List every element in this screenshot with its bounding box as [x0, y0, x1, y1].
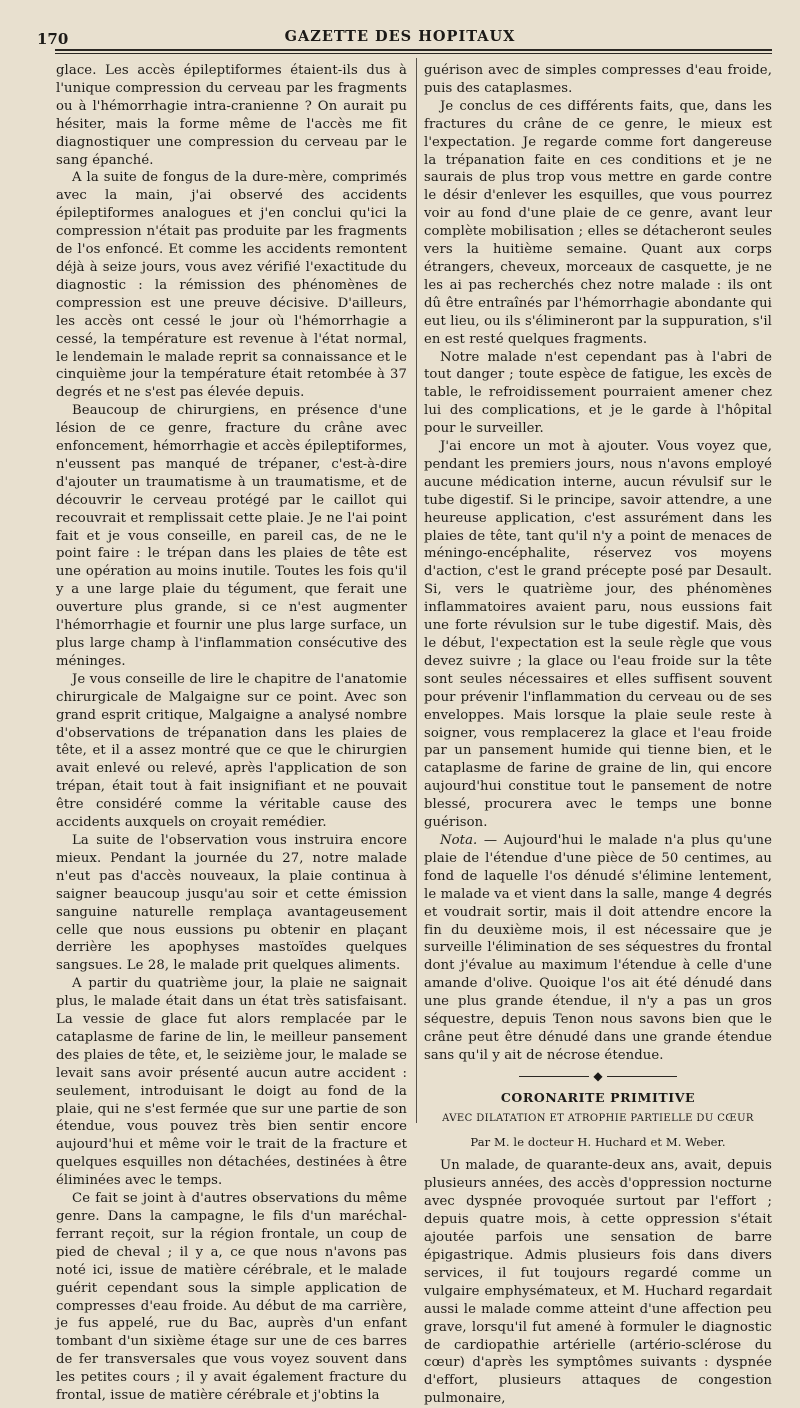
page-number: 170 [37, 30, 69, 48]
header-rule-thin [55, 53, 772, 54]
left-column [56, 62, 407, 1404]
paragraph: J'ai encore un mot à ajouter. Vous voyez que, pendant les premiers jours, nous n'avons employé aucune médication interne, aucun révulsif sur le tube digestif. Si le principe, savoir attendre, a une heureuse application, c'est assurément dans les plaies de tête, tant qu'il n'y a point de menaces de méningo-encéphalite, réservez vos moyens d'action, c'est le grand précepte posé par Desault. Si, vers le quatrième jour, des phénomènes inflammatoires avaient paru, nous eussions fait une forte révulsion sur le tube digestif. Mais, dès le début, l'expectation est la seule règle que vous devez suivre ; la glace ou l'eau froide sur la tête sont seules nécessaires et elles suffisent souvent pour prévenir l'inflammation du cerveau ou de ses enveloppes. Mais lorsque la plaie seule reste à soigner, vous remplacerez la glace et l'eau froide par un pansement humide qui tienne bien, et le cataplasme de farine de graine de lin, qui encore aujourd'hui constitue tout le pansement de notre blessé, procurera avec le temps une bonne guérison. [424, 439, 772, 831]
article-subtitle: AVEC DILATATION ET ATROPHIE PARTIELLE DU CŒUR [442, 1112, 754, 1124]
paragraph: A partir du quatrième jour, la plaie ne saignait plus, le malade était dans un état très satisfaisant. La vessie de glace fut alors remplacée par le cataplasme de farine de lin, le meilleur pansement des plaies de tête, et, le seizième jour, le malade se levait sans avoir présenté aucun autre accident : seulement, introduisant le doigt au fond de la plaie, qui ne s'est fermée que sur une partie de son étendue, vous pouvez très bien sentir encore aujourd'hui et même voir le trait de la fracture et quelques esquilles non détachées, destinées à être éliminées avec le temps. [56, 976, 407, 1189]
right-column [424, 62, 772, 1407]
paragraph: glace. Les accès épileptiformes étaient-ils dus à l'unique compression du cerveau par les fragments ou à l'hémorrhagie intra-cranienne ? On aurait pu hésiter, mais la forme même de l'accès me fit diagnostiquer une compression du cerveau par le sang épanché. [56, 63, 407, 168]
page-header [0, 22, 800, 48]
article-title: CORONARITE PRIMITIVE [500, 1089, 696, 1105]
paragraph: Ce fait se joint à d'autres observations du même genre. Dans la campagne, le fils d'un maréchal-ferrant reçoit, sur la région frontale, un coup de pied de cheval ; il y a, ce que nous n'avons pas noté ici, issue de matière cérébrale, et le malade guérit cependant sous la simple application de compresses d'eau froide. Au début de ma carrière, je fus appelé, rue du Bac, auprès d'un enfant tombant d'un sixième étage sur une de ces barres de fer transversales que vous voyez souvent dans les petites cours ; il y avait également fracture du frontal, issue de matière cérébrale et j'obtins la [56, 1191, 407, 1404]
article-authors: Par M. le docteur H. Huchard et M. Weber. [470, 1134, 726, 1149]
paragraph: La suite de l'observation vous instruira encore mieux. Pendant la journée du 27, notre malade n'eut pas d'accès nouveaux, la plaie continua à saigner beaucoup jusqu'au soir et cette émission sanguine naturelle remplaça avantageusement celle que nous eussions pu obtenir en plaçant derrière les apophyses mastoïdes quelques sangsues. Le 28, le malade prit quelques aliments. [56, 832, 407, 974]
paragraph: Notre malade n'est cependant pas à l'abri de tout danger ; toute espèce de fatigue, les excès de table, le refroidissement pourraient amener chez lui des complications, et je le garde à l'hôpital pour le surveiller. [424, 349, 772, 437]
paragraph: Un malade, de quarante-deux ans, avait, depuis plusieurs années, des accès d'oppression nocturne avec dyspnée provoquée surtout par l'effort ; depuis quatre mois, à cette oppression s'était ajoutée parfois une sensation de barre épigastrique. Admis plusieurs fois dans divers services, il fut toujours regardé comme un vulgaire emphysémateux, et M. Huchard regardait aussi le malade comme atteint d'une affection peu grave, lorsqu'il fut amené à formuler le diagnostic de cardiopathie artérielle (artério-sclérose du cœur) d'après les symptômes suivants : dyspnée d'effort, plusieurs attaques de congestion pulmonaire, [424, 1158, 772, 1407]
paragraph: Je vous conseille de lire le chapitre de l'anatomie chirurgicale de Malgaigne sur ce point. Avec son grand esprit critique, Malgaigne a analysé nombre d'observations de trépanation dans les plaies de tête, et il a assez montré que ce que le chirurgien avait enlevé ou relevé, après l'application de son trépan, était tout à fait insignifiant et ne pouvait être considéré comme la véritable cause des accidents auxquels on croyait remédier. [56, 671, 407, 831]
column-divider [416, 58, 417, 1123]
paragraph: Beaucoup de chirurgiens, en présence d'une lésion de ce genre, fracture du crâne avec enfoncement, hémorrhagie et accès épileptiformes, n'eussent pas manqué de trépaner, c'est-à-dire d'ajouter un traumatisme à un traumatisme, et de découvrir le cerveau protégé par le caillot qui recouvrait et remplissait cette plaie. Je ne l'ai point fait et je vous conseille, en pareil cas, de ne le point faire : le trépan dans les plaies de tête est une opération au moins inutile. Toutes les fois qu'il y a une large plaie du tégument, que ferait une ouverture plus grande, si ce n'est augmenter l'hémorrhagie et fournir une plus large surface, un plus large champ à l'inflammation consécutive des méninges. [56, 403, 407, 669]
header-rule-thick [55, 49, 772, 51]
nota-label: Nota. [440, 832, 478, 848]
section-separator: ◆ [424, 1069, 772, 1083]
paragraph: A la suite de fongus de la dure-mère, comprimés avec la main, j'ai observé des accidents épileptiformes analogues et j'en conclui qu'ici la compression n'était pas produite par les fragments de l'os enfoncé. Et comme les accidents remontent déjà à seize jours, vous avez vérifié l'exactitude du diagnostic : la rémission des phénomènes de compression est une preuve décisive. D'ailleurs, les accès ont cessé le jour où l'hémorrhagie a cessé, la température est revenue à l'état normal, le lendemain le malade reprit sa connaissance et le cinquième jour la température était retombée à 37 degrés et ne s'est pas élevée depuis. [56, 170, 407, 401]
paragraph: guérison avec de simples compresses d'eau froide, puis des cataplasmes. [424, 63, 772, 96]
nota-text: — Aujourd'hui le malade n'a plus qu'une plaie de l'étendue d'une pièce de 50 centimes, au fond de laquelle l'os dénudé s'élimine lentement, le malade va et vient dans la salle, mange 4 degrés et voudrait sortir, mais il doit attendre encore la fin du deuxième mois, il est nécessaire que je surveille l'élimination de ses séquestres du frontal dont j'évalue au maximum l'étendue à celle d'une amande d'olive. Quoique l'os ait été dénudé dans une plus grande étendue, il n'y a pas un gros séquestre, depuis Tenon nous savons bien que le crâne peut être dénudé dans une grande étendue sans qu'il y ait de nécrose étendue. [424, 832, 772, 1063]
journal-title: GAZETTE DES HOPITAUX [284, 28, 516, 45]
nota-paragraph [424, 832, 772, 1065]
paragraph: Je conclus de ces différents faits, que, dans les fractures du crâne de ce genre, le mieux est l'expectation. Je regarde comme fort dangereuse la trépanation faite en ces conditions et je ne saurais de plus trop vous mettre en garde contre le désir d'enlever les esquilles, que vous pourrez voir au fond d'une plaie de ce genre, avant leur complète mobilisation ; elles se détacheront seules vers la huitième semaine. Quant aux corps étrangers, cheveux, morceaux de casquette, je ne les ai pas recherchés chez notre malade : ils ont dû être entraînés par l'hémorrhagie abondante qui eut lieu, ou ils s'élimineront par la suppuration, s'il en est resté quelques fragments. [424, 98, 772, 347]
